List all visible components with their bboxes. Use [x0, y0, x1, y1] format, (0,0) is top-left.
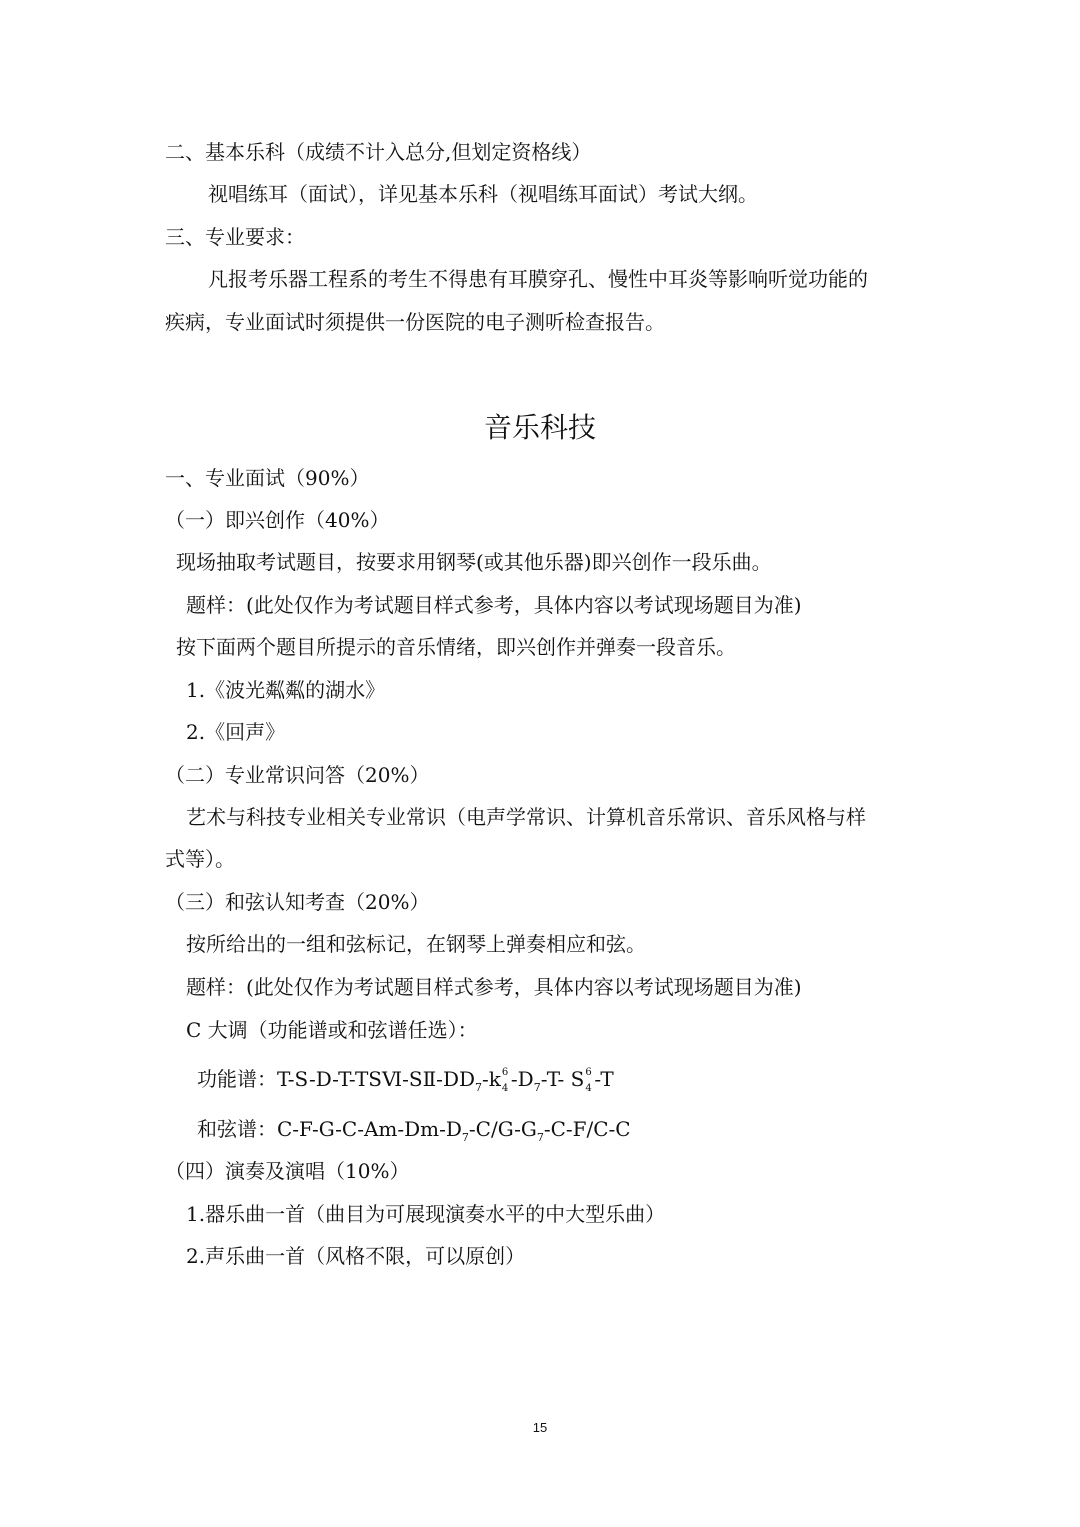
paragraph: 按下面两个题目所提示的音乐情绪，即兴创作并弹奏一段音乐。 [176, 635, 736, 659]
subsection-heading: （二）专业常识问答（20%） [165, 763, 430, 787]
subsection-heading: （四）演奏及演唱（10%） [165, 1159, 410, 1183]
section-heading: 二、基本乐科（成绩不计入总分,但划定资格线） [165, 140, 592, 164]
paragraph: 视唱练耳（面试），详见基本乐科（视唱练耳面试）考试大纲。 [208, 182, 758, 206]
paragraph: 按所给出的一组和弦标记，在钢琴上弹奏相应和弦。 [186, 932, 646, 956]
chord-notation: 和弦谱：$C-F-G-C-Am-Dm-D_7-C/G-G_7-C-F/C-C$ [197, 1117, 631, 1144]
list-item: 2.《回声》 [186, 720, 286, 744]
section-heading: 三、专业要求： [165, 225, 305, 249]
paragraph: 题样：(此处仅作为考试题目样式参考，具体内容以考试现场题目为准) [186, 975, 802, 999]
function-notation: 功能谱：$T-S-D-T-TSⅥ-SⅡ-DD_7-k$ 6 4 $-D_7-T-$ S 6 4 -T [197, 1067, 614, 1094]
paragraph: 现场抽取考试题目，按要求用钢琴(或其他乐器)即兴创作一段乐曲。 [176, 550, 772, 574]
paragraph: 疾病，专业面试时须提供一份医院的电子测听检查报告。 [165, 310, 665, 334]
page-title: 音乐科技 [483, 411, 596, 444]
page-number: 15 [532, 1420, 548, 1435]
list-item: 2.声乐曲一首（风格不限，可以原创） [186, 1244, 526, 1268]
section-heading: 一、专业面试（90%） [165, 466, 370, 490]
subsection-heading: （三）和弦认知考查（20%） [165, 890, 430, 914]
subsection-heading: （一）即兴创作（40%） [165, 508, 390, 532]
list-item: 1.《波光粼粼的湖水》 [186, 678, 386, 702]
paragraph: 艺术与科技专业相关专业常识（电声学常识、计算机音乐常识、音乐风格与样 [186, 805, 866, 829]
paragraph: C 大调（功能谱或和弦谱任选）： [186, 1018, 478, 1042]
paragraph: 式等）。 [165, 847, 235, 871]
list-item: 1.器乐曲一首（曲目为可展现演奏水平的中大型乐曲） [186, 1202, 666, 1226]
paragraph: 凡报考乐器工程系的考生不得患有耳膜穿孔、慢性中耳炎等影响听觉功能的 [208, 267, 868, 291]
paragraph: 题样：(此处仅作为考试题目样式参考，具体内容以考试现场题目为准) [186, 593, 802, 617]
